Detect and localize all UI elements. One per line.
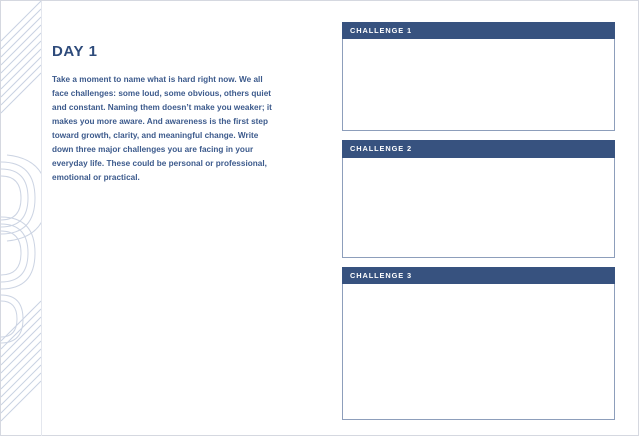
vertical-divider: [41, 1, 42, 436]
page-title: DAY 1: [52, 43, 98, 60]
instruction-column: [52, 44, 274, 185]
challenge-1-label: CHALLENGE 1: [342, 22, 615, 39]
challenge-block: [342, 22, 615, 131]
challenge-1-input[interactable]: [342, 39, 615, 131]
instruction-text: Take a moment to name what is hard right now. We all face challenges: some loud, some obvious, others quiet and constant. Naming them doesn’t make you weaker; it makes you more aware. And awareness is the first step toward growth, clarity, and meaningful change. Write down three major challenges you are facing in your everyday life. These could be personal or professional, emotional or practical.: [52, 74, 272, 183]
challenge-list: [342, 22, 615, 429]
challenge-2-input[interactable]: [342, 158, 615, 258]
challenge-3-input[interactable]: [342, 284, 615, 420]
decorative-edge-pattern: [1, 1, 41, 436]
challenge-block: [342, 140, 615, 257]
challenge-3-label: CHALLENGE 3: [342, 267, 615, 284]
challenge-2-label: CHALLENGE 2: [342, 140, 615, 157]
challenge-block: [342, 267, 615, 420]
